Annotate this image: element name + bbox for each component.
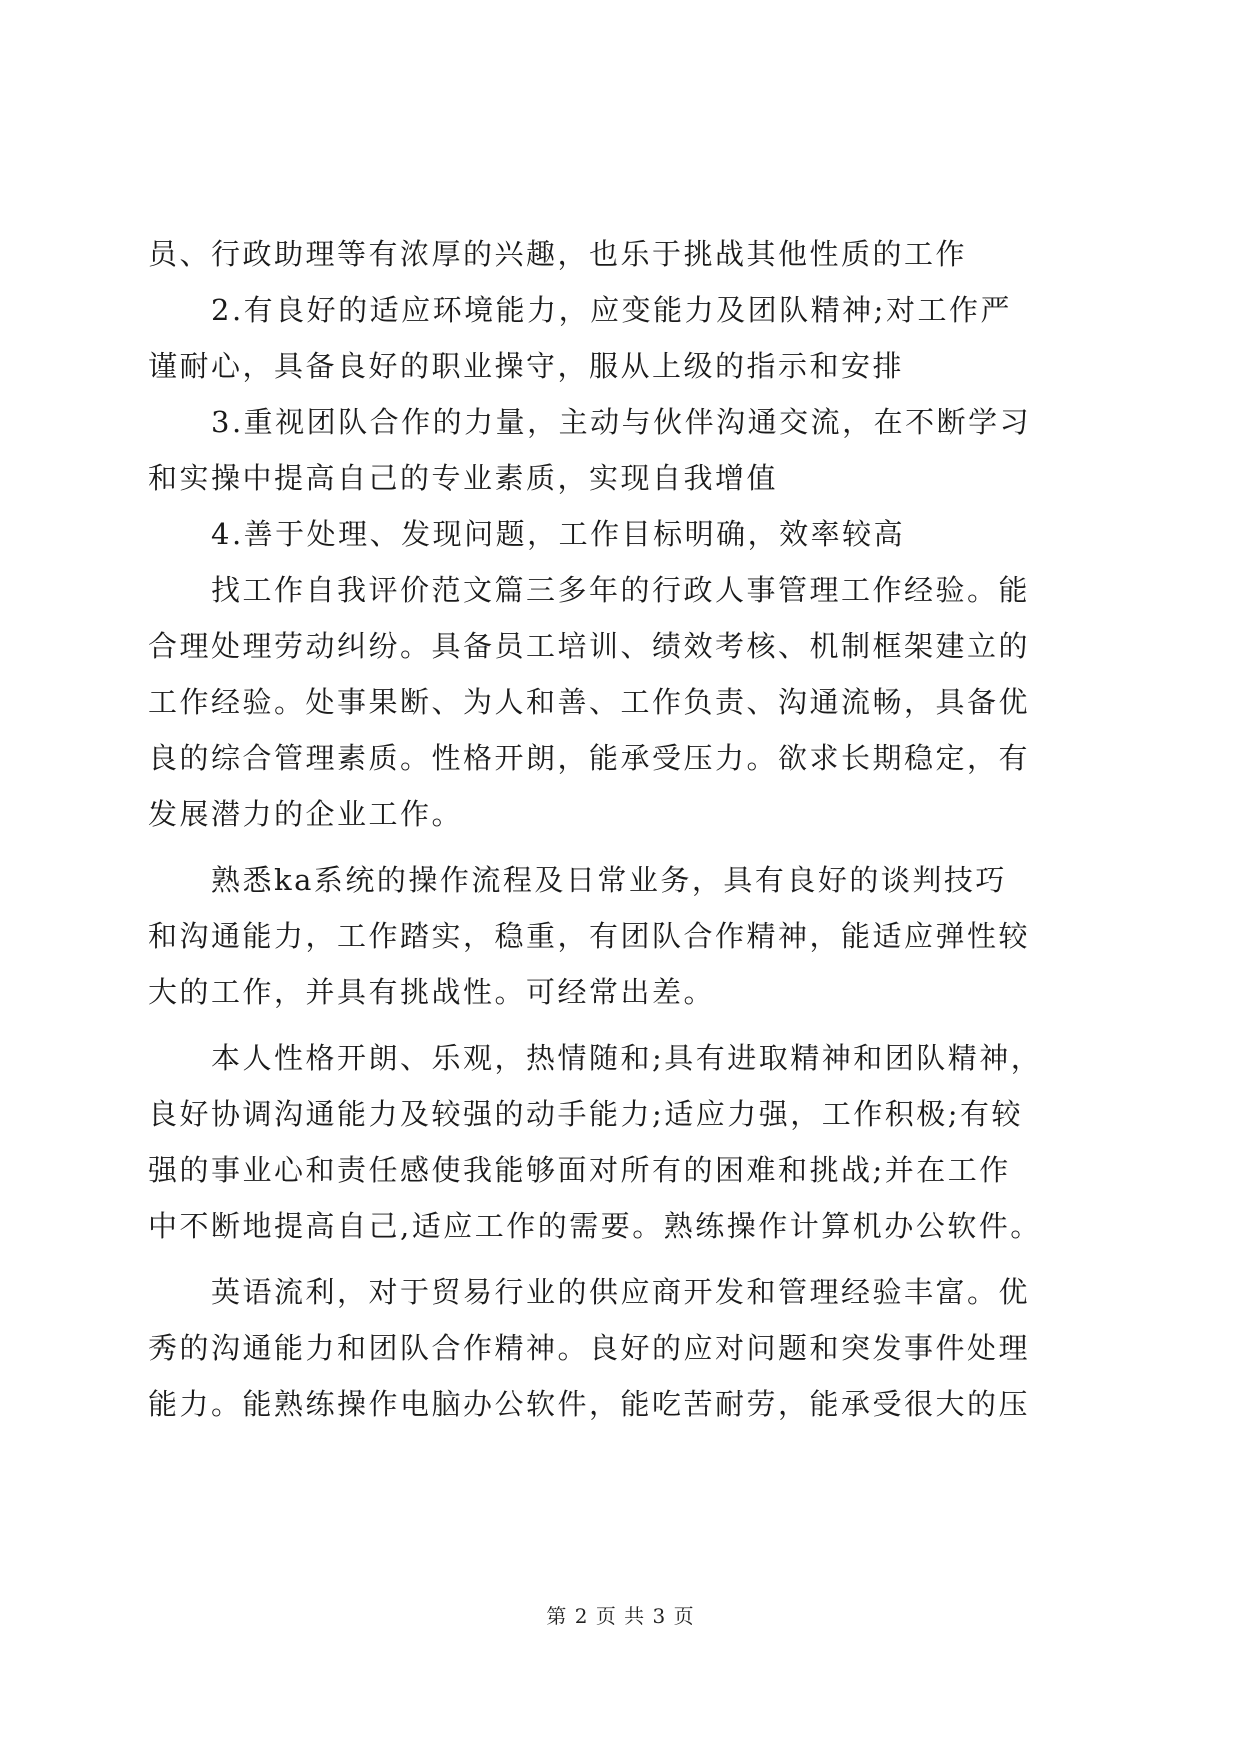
text-line: 和沟通能力，工作踏实，稳重，有团队合作精神，能适应弹性较 (148, 919, 1031, 953)
text-line: 熟悉ka系统的操作流程及日常业务，具有良好的谈判技巧 (148, 863, 1007, 897)
text-line: 4.善于处理、发现问题，工作目标明确，效率较高 (148, 517, 906, 551)
text-line: 工作经验。处事果断、为人和善、工作负责、沟通流畅，具备优 (148, 685, 1031, 719)
text-line: 大的工作，并具有挑战性。可经常出差。 (148, 975, 716, 1009)
text-line: 强的事业心和责任感使我能够面对所有的困难和挑战;并在工作 (148, 1153, 1011, 1187)
text-line: 英语流利，对于贸易行业的供应商开发和管理经验丰富。优 (148, 1275, 1031, 1309)
text-line: 发展潜力的企业工作。 (148, 797, 464, 831)
text-line: 和实操中提高自己的专业素质，实现自我增值 (148, 461, 779, 495)
text-line: 3.重视团队合作的力量，主动与伙伴沟通交流，在不断学习 (148, 405, 1032, 439)
text-line: 合理处理劳动纠纷。具备员工培训、绩效考核、机制框架建立的 (148, 629, 1031, 663)
text-line: 2.有良好的适应环境能力，应变能力及团队精神;对工作严 (148, 293, 1012, 327)
text-line: 良的综合管理素质。性格开朗，能承受压力。欲求长期稳定，有 (148, 741, 1031, 775)
text-line: 良好协调沟通能力及较强的动手能力;适应力强，工作积极;有较 (148, 1097, 1024, 1131)
text-line: 中不断地提高自己,适应工作的需要。熟练操作计算机办公软件。 (148, 1209, 1042, 1243)
text-line: 员、行政助理等有浓厚的兴趣，也乐于挑战其他性质的工作 (148, 237, 968, 271)
document-body (148, 226, 1098, 1432)
text-line: 本人性格开朗、乐观，热情随和;具有进取精神和团队精神， (148, 1041, 1043, 1075)
text-line: 能力。能熟练操作电脑办公软件，能吃苦耐劳，能承受很大的压 (148, 1387, 1031, 1421)
text-line: 找工作自我评价范文篇三多年的行政人事管理工作经验。能 (148, 573, 1031, 607)
text-line: 谨耐心，具备良好的职业操守，服从上级的指示和安排 (148, 349, 905, 383)
page-number-footer: 第 2 页 共 3 页 (546, 1604, 695, 1628)
text-line: 秀的沟通能力和团队合作精神。良好的应对问题和突发事件处理 (148, 1331, 1031, 1365)
